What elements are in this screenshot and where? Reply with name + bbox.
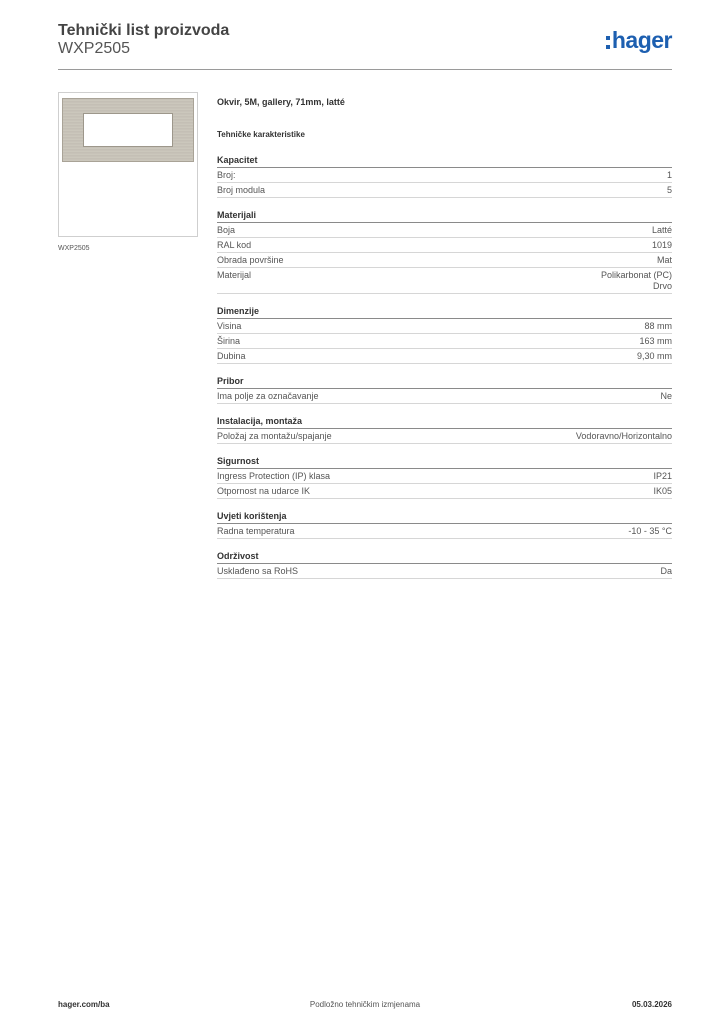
spec-value — [639, 336, 672, 347]
spec-value — [644, 321, 672, 332]
spec-label: RAL kod — [217, 240, 252, 250]
spec-value — [637, 351, 672, 362]
spec-value — [652, 225, 672, 236]
spec-row — [217, 334, 672, 349]
spec-value — [653, 471, 672, 482]
spec-row — [217, 469, 672, 484]
spec-value-line: Da — [660, 566, 672, 576]
spec-section — [217, 306, 672, 364]
footer-date: 05.03.2026 — [631, 1000, 672, 1009]
spec-row — [217, 223, 672, 238]
spec-row — [217, 349, 672, 364]
section-title: Kapacitet — [217, 155, 672, 168]
spec-label: Boja — [217, 225, 236, 235]
spec-row — [217, 429, 672, 444]
hager-logo — [606, 29, 672, 52]
spec-row — [217, 253, 672, 268]
product-image — [58, 92, 198, 237]
page-header — [58, 22, 672, 70]
spec-row — [217, 238, 672, 253]
spec-label: Položaj za montažu/spajanje — [217, 431, 332, 441]
footer-website: hager.com/ba — [58, 1000, 110, 1009]
document-title: Tehnički list proizvoda — [58, 22, 230, 39]
product-name: Okvir, 5M, gallery, 71mm, latté — [217, 97, 345, 107]
spec-row — [217, 524, 672, 539]
section-title: Materijali — [217, 210, 672, 223]
image-caption: WXP2505 — [58, 245, 90, 252]
footer-note: Podložno tehničkim izmjenama — [309, 1000, 421, 1009]
spec-value-line: Ne — [660, 391, 672, 401]
spec-value — [660, 566, 672, 577]
spec-value — [660, 391, 672, 402]
spec-section — [217, 456, 672, 499]
spec-value — [601, 270, 672, 292]
spec-label: Usklađeno sa RoHS — [217, 566, 299, 576]
section-title: Pribor — [217, 376, 672, 389]
spec-value-line: 5 — [666, 185, 672, 195]
spec-section — [217, 511, 672, 539]
section-title: Sigurnost — [217, 456, 672, 469]
spec-value — [652, 240, 672, 251]
spec-value — [667, 170, 672, 181]
spec-content — [217, 96, 672, 579]
page-footer — [58, 1000, 672, 1012]
section-title: Dimenzije — [217, 306, 672, 319]
spec-section — [217, 416, 672, 444]
spec-label: Ima polje za označavanje — [217, 391, 319, 401]
spec-sections — [217, 155, 672, 579]
spec-value — [667, 185, 672, 196]
section-title: Održivost — [217, 551, 672, 564]
spec-row — [217, 389, 672, 404]
logo-text: hager — [611, 27, 672, 53]
spec-row — [217, 268, 672, 294]
spec-label: Materijal — [217, 270, 252, 280]
frame-image — [62, 98, 194, 162]
spec-value-line: 88 mm — [644, 321, 672, 331]
spec-label: Dubina — [217, 351, 246, 361]
spec-row — [217, 319, 672, 334]
section-title: Uvjeti korištenja — [217, 511, 672, 524]
spec-label: Širina — [217, 336, 241, 346]
section-title: Instalacija, montaža — [217, 416, 672, 429]
spec-label: Visina — [217, 321, 242, 331]
spec-label: Radna temperatura — [217, 526, 295, 536]
frame-opening — [83, 113, 173, 147]
spec-value-line: IK05 — [653, 486, 672, 496]
spec-value-line: Drvo — [652, 281, 672, 291]
spec-value — [628, 526, 672, 537]
spec-label: Broj modula — [217, 185, 266, 195]
spec-label: Otpornost na udarce IK — [217, 486, 311, 496]
spec-value-line: Vodoravno/Horizontalno — [575, 431, 672, 441]
spec-label: Obrada površine — [217, 255, 284, 265]
spec-value-line: 1 — [666, 170, 672, 180]
spec-label: Broj: — [217, 170, 236, 180]
spec-value-line: 1019 — [651, 240, 672, 250]
spec-value-line: Latté — [651, 225, 672, 235]
product-code: WXP2505 — [58, 40, 131, 57]
spec-value — [576, 431, 672, 442]
spec-row — [217, 484, 672, 499]
spec-section — [217, 155, 672, 198]
spec-value-line: Mat — [656, 255, 672, 265]
spec-row — [217, 564, 672, 579]
spec-value — [653, 486, 672, 497]
spec-section — [217, 376, 672, 404]
spec-section — [217, 210, 672, 294]
spec-value-line: -10 - 35 °C — [628, 526, 672, 536]
spec-section — [217, 551, 672, 579]
tech-heading: Tehničke karakteristike — [217, 130, 305, 139]
spec-value-line: Polikarbonat (PC) — [600, 270, 672, 280]
spec-value-line: 9,30 mm — [636, 351, 672, 361]
spec-value — [657, 255, 672, 266]
spec-value-line: IP21 — [653, 471, 672, 481]
spec-row — [217, 183, 672, 198]
logo-mark-icon — [606, 36, 610, 49]
spec-label: Ingress Protection (IP) klasa — [217, 471, 331, 481]
spec-row — [217, 168, 672, 183]
spec-value-line: 163 mm — [639, 336, 672, 346]
